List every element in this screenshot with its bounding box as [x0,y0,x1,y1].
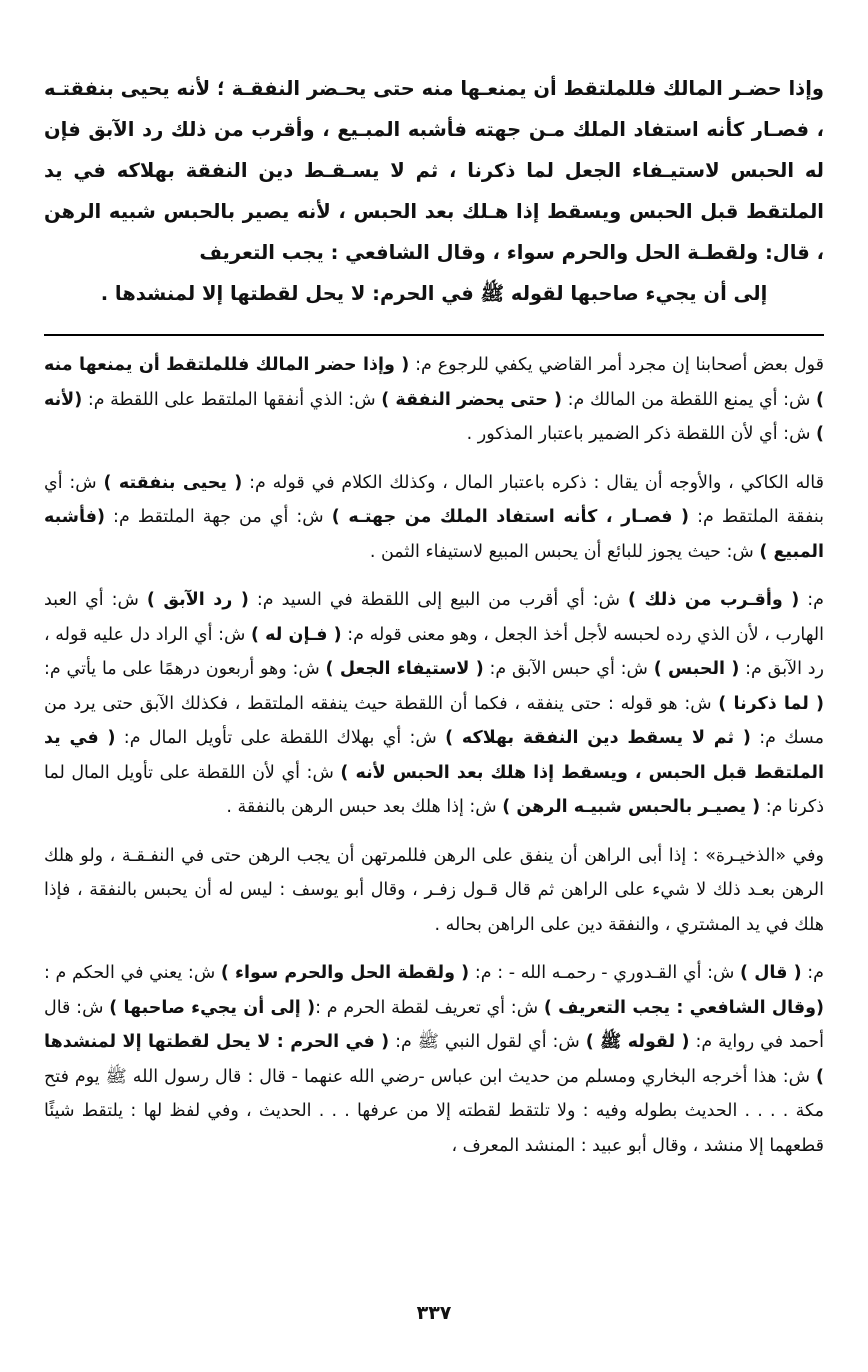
sharh-paragraph-1 [44,348,824,452]
matn-quote: ( لما ذكرنا ) [718,693,824,714]
matn-quote: ( في الحرم : لا يحل لقطتها إلا لمنشدها ) [44,1032,824,1087]
matn-quote: (لأنه ) [44,389,824,444]
matn-quote: (فأشبه المبيع ) [44,507,824,562]
commentary-text: وفي «الذخيـرة» : إذا أبى الراهن أن ينفق على الرهن فللمرتهن أن يجب الرهن حتى في النفـقـة ، ولو هلك الرهن بعـد ذلك لا شيء على الراهن ثم قال قـول زفـر ، وقال أبو يوسف : ليس له أن يحبس بالنفقة ، فإذا هلك في يد المشتري ، والنفقة دين على الراهن بحاله . [44,845,824,935]
commentary-text: ش: أي بنفقة الملتقط م: [44,472,824,527]
matn-quote: ( الحبس ) [653,659,740,679]
page-number: ٣٣٧ [416,1302,452,1324]
commentary-text: ش: أي لأن اللقطة على تأويل المال لما ذكرنا م: [44,762,824,817]
matn-quote: ( فـإن له ) [250,624,342,645]
sharh-paragraph-4 [44,839,824,943]
commentary-text: ش: أي لأن اللقطة ذكر الضمير باعتبار المذكور . [466,424,816,444]
commentary-text: ش: هو قوله : حتى ينفقه ، فكما أن اللقطة حيث ينفقه الملتقط ، فكذلك الآبق حتى يرد من مسك م: [44,693,824,748]
commentary-text: ش: يعني في الحكم م : [44,963,221,983]
commentary-text: ش: أي لقول النبي ﷺ م: [389,1032,586,1052]
matn-quote: ( إلى أن يجيء صاحبها ) [109,997,316,1018]
commentary-text: ش: الذي أنفقها الملتقط على اللقطة م: [82,389,382,410]
matn-quote: ( فصـار ، كأنه استفاد الملك من جهتـه ) [331,507,690,527]
matn-quote: ( في يد الملتقط قبل الحبس ، ويسقط إذا هلك بعد الحبس لأنه ) [44,728,825,783]
commentary-text: ش: وهو أربعون درهمًا على ما يأتي م: [44,659,326,679]
commentary-text: ش: أي من جهة الملتقط م: [105,507,332,527]
commentary-text: ش: أي بهلاك اللقطة على تأويل المال م: [115,728,446,748]
sharh-paragraph-2 [44,466,824,570]
commentary-text: ش: أي تعريف لقطة الحرم م : [315,997,544,1018]
commentary-text: ش: أي العبد الهارب ، لأن الذي رده لحبسه لأجل أخذ الجعل ، وهو معنى قوله م: [44,590,824,645]
sharh-paragraph-3 [44,583,824,825]
matn-quote: ( قال ) [740,963,802,983]
matn-paragraph: وإذا حضـر المالك فللملتقط أن يمنعـها منه حتى يحـضر النفقـة ؛ لأنه يحيى بنفقتـه ، فصـار كأنه استفاد الملك مـن جهته فأشبه المبـيع ، وأقرب من ذلك رد الآبق فإن له الحبس لاستيـفاء الجعل لما ذكرنا ، ثم لا يسـقـط دين النفقة بهلاكه في يد الملتقط قبل الحبس ويسقط إذا هـلك بعد الحبس ، لأنه يصير بالحبس شبيه الرهن ، قال: ولقطـة الحل والحرم سواء ، وقال الشافعي : يجب التعريف [44,77,824,264]
matn-quote: ( ثم لا يسقط دين النفقة بهلاكه ) [445,728,751,748]
matn-quote: ( لقوله ﷺ ) [585,1032,690,1052]
matn-quote: (وقال الشافعي : يجب التعريف ) [543,997,824,1018]
commentary-text: قاله الكاكي ، والأوجه أن يقال : ذكره باعتبار المال ، وكذلك الكلام في قوله م: [242,472,824,493]
commentary-text: ش: أي يمنع اللقطة من المالك م: [562,389,816,410]
commentary-text: ش: أي الراد دل عليه قوله ، رد الآبق م: [44,624,824,679]
commentary-text: ش: أي القـدوري - رحمـه الله - : م: [469,963,741,983]
commentary-text: ش: أي أقرب من البيع إلى اللقطة في السيد م: [248,590,628,610]
sharh-paragraph-5 [44,956,824,1163]
commentary-text: ش: إذا هلك بعد حبس الرهن بالنفقة . [226,797,503,817]
matn-quote: ( وأقـرب من ذلك ) [627,590,800,610]
page-body [44,68,824,1177]
commentary-text: ش: هذا أخرجه البخاري ومسلم من حديث ابن عباس -رضي الله عنهما - قال : قال رسول الله ﷺ يوم فتح مكة . . . . الحديث بطوله وفيه : ولا تلتقط لقطته إلا من عرفها . . . الحديث ، وفي لفظ لها : يلتقط شيئًا قطعهما إلا منشد ، وقال أبو عبيد : المنشد المعرف ، [44,1066,824,1156]
matn-quote: ( رد الآبق ) [146,590,249,610]
separator-rule [44,334,824,336]
commentary-text: ش: أي حبس الآبق م: [483,659,654,679]
matn-quote: ( لاستيفاء الجعل ) [325,659,484,679]
matn-quote: ( يصيـر بالحبس شبيـه الرهن ) [502,797,761,817]
sharh-commentary [44,348,824,1163]
matn-quote: ( ولقطة الحل والحرم سواء ) [220,963,470,983]
commentary-text: ش: قال أحمد في رواية م: [44,997,824,1052]
matn-last-line: إلى أن يجيء صاحبها لقوله ﷺ في الحرم: لا يحل لقطتها إلا لمنشدها . [100,282,768,305]
matn-quote: ( حتى يحضر النفقة ) [381,389,563,410]
matn-text [44,68,824,314]
matn-quote: ( يحيى بنفقته ) [103,472,243,493]
commentary-text: م: [799,590,824,610]
matn-quote: ( وإذا حضر المالك فللملتقط أن يمنعها منه ) [44,355,824,410]
commentary-text: م: [801,963,824,983]
commentary-text: ش: حيث يجوز للبائع أن يحبس المبيع لاستيفاء الثمن . [369,541,760,562]
commentary-text: قول بعض أصحابنا إن مجرد أمر القاضي يكفي للرجوع م: [409,355,825,375]
